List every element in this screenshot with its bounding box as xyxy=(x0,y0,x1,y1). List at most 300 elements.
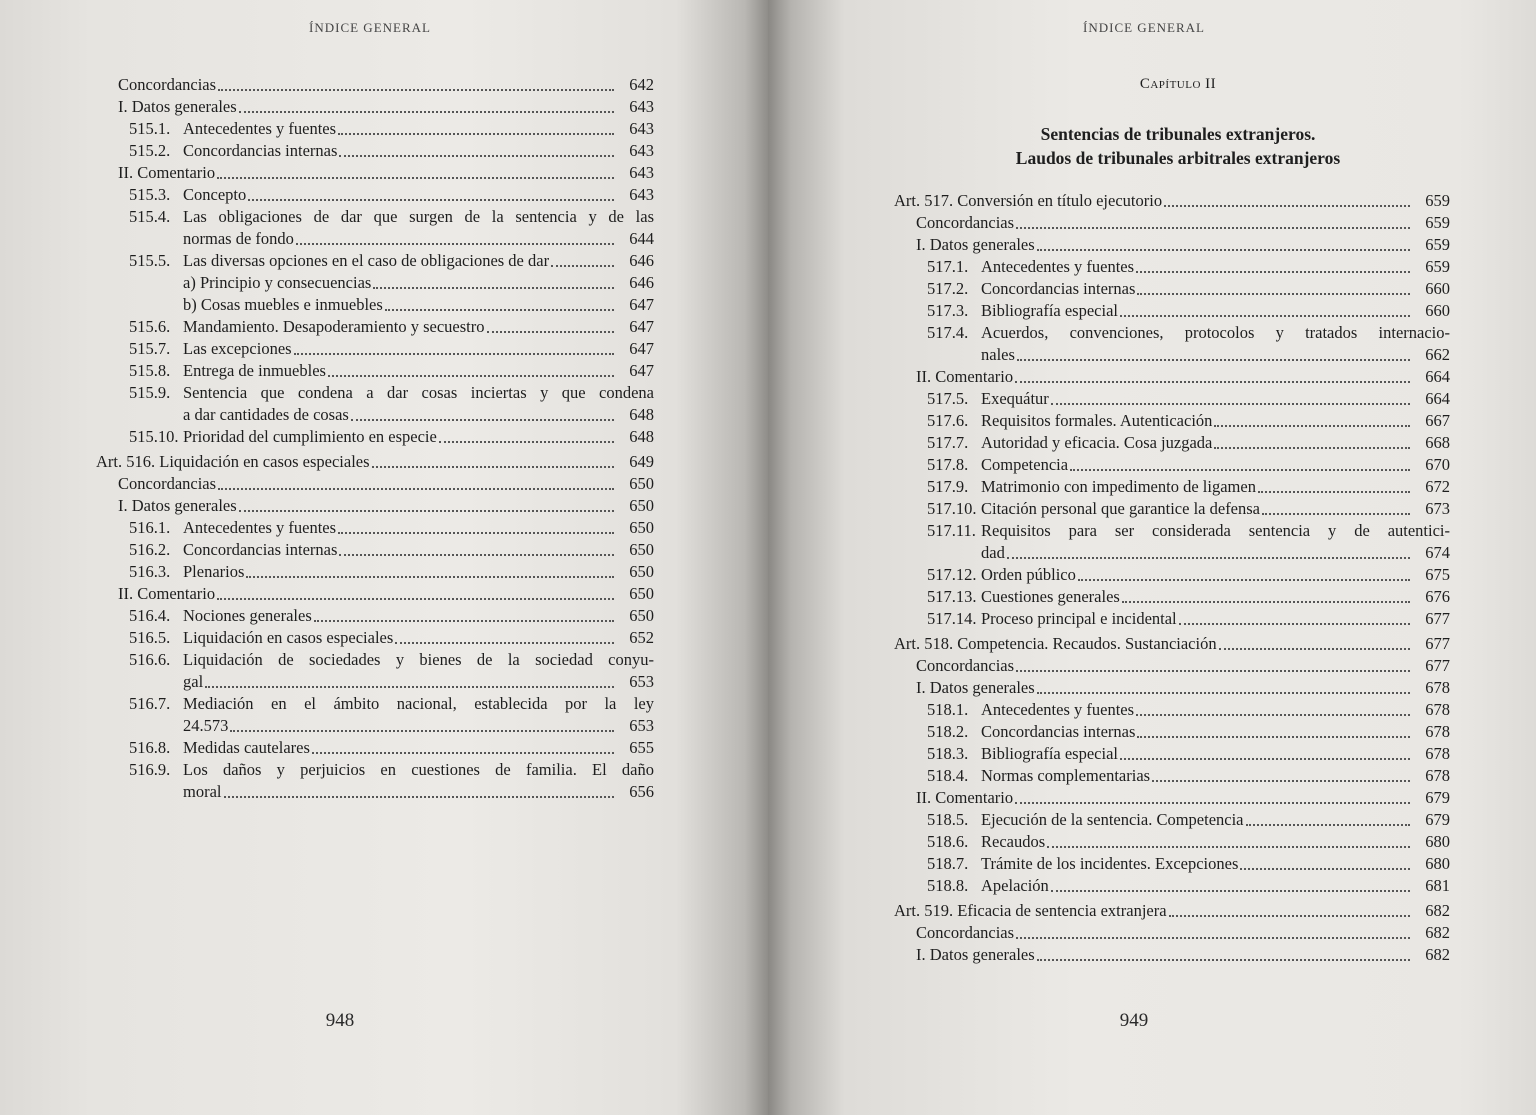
entry-page-number: 676 xyxy=(1425,587,1450,606)
entry-title-line-1: Sentencia que condena a dar cosas inciertas y que condena xyxy=(183,383,654,402)
entry-number: 517.12. xyxy=(927,565,977,584)
leader-dots xyxy=(338,532,614,534)
toc-entry-row xyxy=(118,495,654,517)
entry-title: Bibliografía especial xyxy=(981,744,1118,763)
entry-body xyxy=(183,649,654,693)
entry-page-number: 652 xyxy=(629,628,654,647)
toc-entry-row xyxy=(916,787,1450,809)
entry-number: 516.5. xyxy=(129,628,171,647)
leader-dots xyxy=(1137,736,1410,738)
entry-title-line-2 xyxy=(981,542,1450,564)
entry-title-line-2 xyxy=(183,671,654,693)
leader-dots xyxy=(218,488,614,490)
toc-entry-row xyxy=(129,539,654,561)
leader-dots xyxy=(239,111,614,113)
entry-title: I. Datos generales xyxy=(118,496,237,515)
leader-dots xyxy=(1262,513,1410,515)
entry-title-continuation: a dar cantidades de cosas xyxy=(183,405,349,424)
entry-title: II. Comentario xyxy=(916,367,1014,386)
entry-page-number: 642 xyxy=(629,75,654,94)
entry-title-line-1: Acuerdos, convenciones, protocolos y tratados internacio- xyxy=(981,323,1450,342)
toc-entry xyxy=(96,360,654,382)
entry-page-number: 643 xyxy=(629,185,654,204)
chapter-title-line-2: Laudos de tribunales arbitrales extranjeros xyxy=(1015,148,1341,168)
toc-entry-row xyxy=(927,743,1450,765)
entry-title-line-1: Mediación en el ámbito nacional, establecida por la ley xyxy=(183,694,654,713)
entry-page-number: 647 xyxy=(629,295,654,314)
leader-dots xyxy=(248,199,614,201)
entry-body xyxy=(981,520,1450,564)
toc-list-right xyxy=(894,190,1450,966)
entry-title-continuation: gal xyxy=(183,672,204,691)
entry-title: Mandamiento. Desapoderamiento y secuestro xyxy=(183,317,485,336)
entry-number: 518.5. xyxy=(927,810,969,829)
toc-entry xyxy=(96,583,654,605)
entry-page-number: 682 xyxy=(1425,901,1450,920)
leader-dots xyxy=(339,155,614,157)
toc-entry xyxy=(894,388,1450,410)
toc-entry-row xyxy=(129,561,654,583)
toc-entry xyxy=(96,473,654,495)
entry-page-number: 648 xyxy=(629,405,654,424)
entry-page-number: 662 xyxy=(1425,345,1450,364)
leader-dots xyxy=(1051,403,1410,405)
entry-title: b) Cosas muebles e inmuebles xyxy=(183,295,383,314)
entry-title-continuation: nales xyxy=(981,345,1015,364)
toc-entry xyxy=(96,539,654,561)
toc-entry xyxy=(96,517,654,539)
entry-page-number: 659 xyxy=(1425,213,1450,232)
entry-page-number: 664 xyxy=(1425,367,1450,386)
toc-entry xyxy=(96,118,654,140)
entry-number: 516.7. xyxy=(129,694,171,713)
entry-page-number: 650 xyxy=(629,606,654,625)
leader-dots xyxy=(439,441,614,443)
toc-entry xyxy=(894,743,1450,765)
entry-title: Apelación xyxy=(981,876,1049,895)
toc-entry xyxy=(96,759,654,803)
entry-page-number: 681 xyxy=(1425,876,1450,895)
entry-number: 517.7. xyxy=(927,433,969,452)
entry-page-number: 647 xyxy=(629,361,654,380)
toc-entry xyxy=(894,410,1450,432)
toc-entry-row xyxy=(927,765,1450,787)
leader-dots xyxy=(1016,937,1410,939)
toc-entry-row xyxy=(927,608,1450,630)
entry-title: Entrega de inmuebles xyxy=(183,361,326,380)
entry-page-number: 643 xyxy=(629,97,654,116)
entry-number: 516.8. xyxy=(129,738,171,757)
toc-entry xyxy=(894,476,1450,498)
toc-entry xyxy=(894,190,1450,212)
entry-title: II. Comentario xyxy=(118,584,216,603)
leader-dots xyxy=(1017,359,1410,361)
toc-entry xyxy=(96,426,654,448)
entry-title: Liquidación en casos especiales xyxy=(183,628,394,647)
toc-entry xyxy=(894,608,1450,630)
toc-entry-row xyxy=(927,586,1450,608)
entry-page-number: 650 xyxy=(629,496,654,515)
entry-title: Matrimonio con impedimento de ligamen xyxy=(981,477,1256,496)
toc-entry-row xyxy=(183,272,654,294)
leader-dots xyxy=(217,177,614,179)
chapter-label-text: Capítulo II xyxy=(1139,76,1217,92)
page-number-right: 949 xyxy=(1119,1010,1149,1031)
toc-entry xyxy=(894,278,1450,300)
toc-entry xyxy=(894,699,1450,721)
entry-title: II. Comentario xyxy=(118,163,216,182)
toc-entry xyxy=(96,338,654,360)
entry-page-number: 659 xyxy=(1425,191,1450,210)
toc-entry-row xyxy=(927,831,1450,853)
entry-title: Proceso principal e incidental xyxy=(981,609,1177,628)
entry-title: Autoridad y eficacia. Cosa juzgada xyxy=(981,433,1213,452)
leader-dots xyxy=(1214,447,1410,449)
entry-page-number: 664 xyxy=(1425,389,1450,408)
leader-dots xyxy=(1016,670,1410,672)
toc-entry xyxy=(894,520,1450,564)
toc-entry-row xyxy=(927,699,1450,721)
running-head-left: ÍNDICE GENERAL xyxy=(309,20,431,35)
leader-dots xyxy=(395,642,614,644)
entry-body xyxy=(183,206,654,250)
toc-entry-multiline xyxy=(927,520,1450,564)
entry-title: Art. 517. Conversión en título ejecutorio xyxy=(894,191,1163,210)
entry-title: Concordancias internas xyxy=(183,540,338,559)
entry-number: 515.7. xyxy=(129,339,171,358)
toc-entry-row xyxy=(927,476,1450,498)
leader-dots xyxy=(296,243,614,245)
entry-page-number: 672 xyxy=(1425,477,1450,496)
entry-number: 517.13. xyxy=(927,587,977,606)
toc-entry xyxy=(894,498,1450,520)
toc-entry xyxy=(96,74,654,96)
entry-title: Concordancias xyxy=(118,474,217,493)
toc-entry-row xyxy=(894,633,1450,655)
entry-body xyxy=(183,382,654,426)
leader-dots xyxy=(385,309,614,311)
toc-entry xyxy=(96,605,654,627)
entry-page-number: 660 xyxy=(1425,301,1450,320)
entry-title: Antecedentes y fuentes xyxy=(981,257,1135,276)
leader-dots xyxy=(1051,890,1410,892)
entry-title: Art. 518. Competencia. Recaudos. Sustanciación xyxy=(894,634,1217,653)
leader-dots xyxy=(551,265,614,267)
entry-number: 517.11. xyxy=(927,521,976,540)
toc-entry xyxy=(894,322,1450,366)
toc-entry-multiline xyxy=(129,693,654,737)
toc-entry xyxy=(96,250,654,272)
toc-entry xyxy=(894,454,1450,476)
toc-entry xyxy=(96,382,654,426)
toc-entry xyxy=(894,721,1450,743)
leader-dots xyxy=(351,419,614,421)
entry-title-continuation: moral xyxy=(183,782,222,801)
entry-title: Antecedentes y fuentes xyxy=(183,518,337,537)
entry-number: 518.8. xyxy=(927,876,969,895)
entry-title: Antecedentes y fuentes xyxy=(981,700,1135,719)
entry-number: 515.2. xyxy=(129,141,171,160)
toc-entry xyxy=(96,206,654,250)
toc-entry-row xyxy=(927,432,1450,454)
leader-dots xyxy=(1164,205,1410,207)
running-head-right: ÍNDICE GENERAL xyxy=(1083,20,1205,35)
entry-page-number: 653 xyxy=(629,716,654,735)
entry-number: 517.6. xyxy=(927,411,969,430)
leader-dots xyxy=(372,466,614,468)
leader-dots xyxy=(1136,714,1410,716)
entry-page-number: 675 xyxy=(1425,565,1450,584)
entry-title: Concordancias xyxy=(916,213,1015,232)
toc-entry-row xyxy=(183,294,654,316)
entry-title-line-1: Liquidación de sociedades y bienes de la sociedad conyu- xyxy=(183,650,654,669)
chapter-label xyxy=(900,76,1456,93)
toc-entry xyxy=(894,809,1450,831)
entry-page-number: 680 xyxy=(1425,832,1450,851)
toc-entry-row xyxy=(927,300,1450,322)
leader-dots xyxy=(239,510,614,512)
toc-entry-multiline xyxy=(129,382,654,426)
entry-number: 517.1. xyxy=(927,257,969,276)
entry-page-number: 656 xyxy=(629,782,654,801)
entry-title: I. Datos generales xyxy=(118,97,237,116)
toc-entry-row xyxy=(129,250,654,272)
leader-dots xyxy=(338,133,614,135)
leader-dots xyxy=(487,331,615,333)
entry-number: 518.1. xyxy=(927,700,969,719)
entry-page-number: 678 xyxy=(1425,766,1450,785)
entry-title: Medidas cautelares xyxy=(183,738,310,757)
entry-page-number: 647 xyxy=(629,317,654,336)
leader-dots xyxy=(1219,648,1410,650)
toc-entry-row xyxy=(129,605,654,627)
leader-dots xyxy=(1015,381,1410,383)
toc-entry-row xyxy=(118,473,654,495)
entry-number: 517.10. xyxy=(927,499,977,518)
leader-dots xyxy=(314,620,614,622)
leader-dots xyxy=(1015,802,1410,804)
leader-dots xyxy=(1258,491,1410,493)
leader-dots xyxy=(1137,293,1410,295)
toc-entry-row xyxy=(916,922,1450,944)
entry-number: 516.6. xyxy=(129,650,171,669)
toc-entry xyxy=(96,451,654,473)
toc-entry xyxy=(894,256,1450,278)
toc-entry xyxy=(894,633,1450,655)
leader-dots xyxy=(1120,315,1410,317)
entry-number: 515.1. xyxy=(129,119,171,138)
toc-entry-row xyxy=(927,278,1450,300)
leader-dots xyxy=(1037,249,1410,251)
toc-entry xyxy=(894,655,1450,677)
leader-dots xyxy=(1122,601,1410,603)
entry-page-number: 643 xyxy=(629,141,654,160)
leader-dots xyxy=(1078,579,1410,581)
entry-page-number: 650 xyxy=(629,562,654,581)
entry-number: 517.8. xyxy=(927,455,969,474)
entry-title: Art. 519. Eficacia de sentencia extranjera xyxy=(894,901,1167,920)
entry-number: 518.4. xyxy=(927,766,969,785)
toc-entry-row xyxy=(96,451,654,473)
leader-dots xyxy=(205,686,614,688)
leader-dots xyxy=(1120,758,1410,760)
entry-body xyxy=(183,693,654,737)
entry-number: 515.9. xyxy=(129,383,171,402)
toc-entry-multiline xyxy=(129,206,654,250)
toc-entry-row xyxy=(927,809,1450,831)
entry-page-number: 649 xyxy=(629,452,654,471)
entry-page-number: 653 xyxy=(629,672,654,691)
entry-title: I. Datos generales xyxy=(916,678,1035,697)
toc-entry xyxy=(894,900,1450,922)
leader-dots xyxy=(246,576,614,578)
toc-entry xyxy=(894,831,1450,853)
toc-entry-row xyxy=(894,190,1450,212)
entry-title-line-2 xyxy=(183,404,654,426)
toc-entry-row xyxy=(118,96,654,118)
toc-entry xyxy=(894,586,1450,608)
entry-title: Bibliografía especial xyxy=(981,301,1118,320)
entry-title: I. Datos generales xyxy=(916,945,1035,964)
toc-entry-row xyxy=(927,454,1450,476)
toc-entry-row xyxy=(894,900,1450,922)
entry-number: 517.2. xyxy=(927,279,969,298)
leader-dots xyxy=(1152,780,1410,782)
entry-title: Concepto xyxy=(183,185,247,204)
leader-dots xyxy=(1179,623,1410,625)
toc-entry-row xyxy=(916,677,1450,699)
entry-page-number: 650 xyxy=(629,584,654,603)
toc-entry xyxy=(894,212,1450,234)
toc-entry-row xyxy=(118,583,654,605)
entry-title: Trámite de los incidentes. Excepciones xyxy=(981,854,1239,873)
entry-number: 516.2. xyxy=(129,540,171,559)
entry-number: 516.1. xyxy=(129,518,171,537)
entry-title: Cuestiones generales xyxy=(981,587,1120,606)
entry-title-continuation: normas de fondo xyxy=(183,229,294,248)
toc-entry xyxy=(96,737,654,759)
toc-entry-row xyxy=(916,234,1450,256)
entry-title-line-1: Las obligaciones de dar que surgen de la sentencia y de las xyxy=(183,207,654,226)
right-page xyxy=(768,0,1536,1115)
leader-dots xyxy=(218,89,614,91)
entry-title: Las diversas opciones en el caso de obligaciones de dar xyxy=(183,251,550,270)
leader-dots xyxy=(217,598,614,600)
entry-title: a) Principio y consecuencias xyxy=(183,273,372,292)
toc-entry-multiline xyxy=(927,322,1450,366)
entry-number: 515.8. xyxy=(129,361,171,380)
entry-page-number: 643 xyxy=(629,163,654,182)
entry-title-continuation: dad xyxy=(981,543,1005,562)
entry-page-number: 659 xyxy=(1425,235,1450,254)
entry-page-number: 679 xyxy=(1425,788,1450,807)
toc-entry-row xyxy=(129,184,654,206)
entry-page-number: 644 xyxy=(629,229,654,248)
leader-dots xyxy=(224,796,615,798)
entry-page-number: 643 xyxy=(629,119,654,138)
entry-number: 515.5. xyxy=(129,251,171,270)
entry-page-number: 646 xyxy=(629,251,654,270)
leader-dots xyxy=(1240,868,1410,870)
entry-title: Concordancias xyxy=(916,656,1015,675)
toc-entry-row xyxy=(129,140,654,162)
entry-number: 515.4. xyxy=(129,207,171,226)
entry-title: Antecedentes y fuentes xyxy=(183,119,337,138)
toc-entry xyxy=(894,787,1450,809)
toc-entry xyxy=(894,564,1450,586)
leader-dots xyxy=(1246,824,1410,826)
toc-entry xyxy=(96,96,654,118)
toc-entry-row xyxy=(118,74,654,96)
toc-entry xyxy=(96,561,654,583)
leader-dots xyxy=(328,375,614,377)
entry-title: Requisitos formales. Autenticación xyxy=(981,411,1213,430)
leader-dots xyxy=(1047,846,1410,848)
entry-page-number: 648 xyxy=(629,427,654,446)
entry-page-number: 674 xyxy=(1425,543,1450,562)
leader-dots xyxy=(1037,959,1410,961)
entry-title: Art. 516. Liquidación en casos especiales xyxy=(96,452,370,471)
toc-entry xyxy=(894,300,1450,322)
entry-title: Nociones generales xyxy=(183,606,312,625)
entry-title: Concordancias internas xyxy=(981,279,1136,298)
entry-title: Orden público xyxy=(981,565,1076,584)
entry-title: Plenarios xyxy=(183,562,245,581)
toc-entry-row xyxy=(916,212,1450,234)
toc-entry-row xyxy=(129,338,654,360)
entry-title: II. Comentario xyxy=(916,788,1014,807)
entry-page-number: 659 xyxy=(1425,257,1450,276)
entry-page-number: 646 xyxy=(629,273,654,292)
leader-dots xyxy=(1214,425,1410,427)
toc-entry-row xyxy=(927,388,1450,410)
toc-entry-multiline xyxy=(129,759,654,803)
toc-entry-row xyxy=(927,853,1450,875)
entry-number: 518.3. xyxy=(927,744,969,763)
leader-dots xyxy=(230,730,614,732)
leader-dots xyxy=(1007,557,1410,559)
toc-entry-row xyxy=(916,366,1450,388)
entry-page-number: 678 xyxy=(1425,744,1450,763)
entry-title-line-2 xyxy=(183,781,654,803)
toc-entry-row xyxy=(927,875,1450,897)
chapter-title xyxy=(900,122,1456,170)
toc-entry xyxy=(96,162,654,184)
toc-entry xyxy=(96,649,654,693)
leader-dots xyxy=(373,287,614,289)
leader-dots xyxy=(312,752,614,754)
entry-title-line-2 xyxy=(183,228,654,250)
entry-page-number: 660 xyxy=(1425,279,1450,298)
toc-entry-row xyxy=(129,360,654,382)
entry-page-number: 655 xyxy=(629,738,654,757)
toc-entry xyxy=(894,366,1450,388)
entry-title-continuation: 24.573 xyxy=(183,716,229,735)
entry-number: 517.5. xyxy=(927,389,969,408)
entry-page-number: 680 xyxy=(1425,854,1450,873)
toc-entry xyxy=(96,495,654,517)
entry-page-number: 677 xyxy=(1425,634,1450,653)
toc-entry-row xyxy=(129,118,654,140)
entry-page-number: 678 xyxy=(1425,722,1450,741)
entry-title-line-2 xyxy=(183,715,654,737)
entry-page-number: 650 xyxy=(629,474,654,493)
entry-number: 517.9. xyxy=(927,477,969,496)
toc-entry-row xyxy=(927,256,1450,278)
toc-entry-row xyxy=(927,410,1450,432)
entry-title: Exequátur xyxy=(981,389,1049,408)
toc-entry xyxy=(96,184,654,206)
